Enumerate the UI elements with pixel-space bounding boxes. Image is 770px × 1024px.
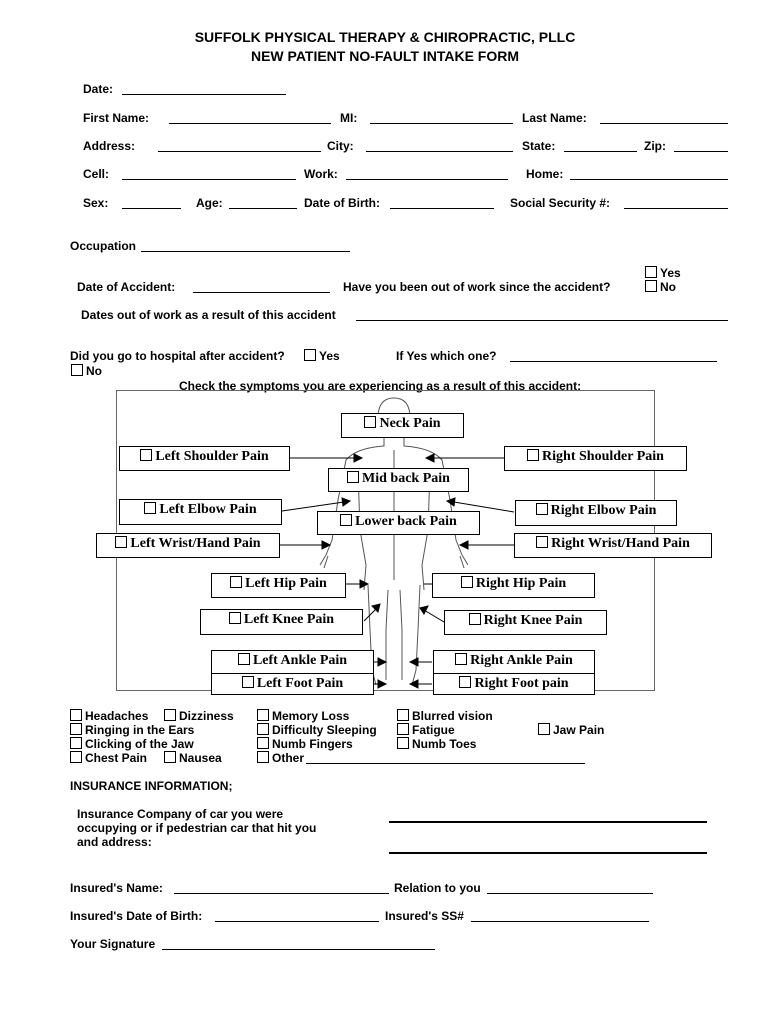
age-field[interactable]	[229, 196, 297, 209]
checkbox-icon[interactable]	[347, 471, 359, 483]
checkbox-icon[interactable]	[257, 709, 269, 721]
home-field[interactable]	[570, 167, 728, 180]
lower-back-option[interactable]	[317, 511, 480, 535]
checkbox-icon[interactable]	[397, 737, 409, 749]
ssn-field[interactable]	[624, 196, 728, 209]
dizziness-option[interactable]	[164, 709, 234, 723]
which-hospital-field[interactable]	[510, 349, 717, 362]
option-label: Headaches	[85, 709, 149, 723]
option-label: Left Shoulder Pain	[155, 449, 269, 464]
right-shoulder-option[interactable]	[504, 446, 687, 471]
dates-out-label: Dates out of work as a result of this accident	[81, 308, 336, 322]
yes-label: Yes	[319, 349, 340, 363]
checkbox-icon[interactable]	[144, 502, 156, 514]
option-label: Left Foot Pain	[256, 676, 344, 691]
option-label: Left Hip Pain	[245, 576, 327, 591]
option-label: Lower back Pain	[355, 514, 457, 529]
home-label: Home:	[526, 167, 564, 181]
right-knee-option[interactable]	[444, 610, 607, 635]
mi-field[interactable]	[370, 111, 513, 124]
checkbox-icon[interactable]	[397, 709, 409, 721]
occupation-field[interactable]	[141, 239, 350, 252]
option-label: Neck Pain	[379, 416, 441, 431]
cell-label: Cell:	[83, 167, 110, 181]
insurance-company-field[interactable]	[389, 821, 707, 823]
hospital-question: Did you go to hospital after accident?	[70, 349, 285, 363]
date-of-accident-field[interactable]	[193, 280, 330, 293]
other-option[interactable]	[257, 751, 304, 765]
checkbox-icon[interactable]	[164, 709, 176, 721]
checkbox-icon[interactable]	[304, 349, 316, 361]
insurance-company-label-2: occupying or if pedestrian car that hit you	[77, 821, 317, 835]
left-elbow-option[interactable]	[119, 499, 282, 525]
memory-loss-option[interactable]	[257, 709, 349, 723]
option-label: Mid back Pain	[362, 471, 450, 486]
no-label: No	[86, 364, 102, 378]
jaw-pain-option[interactable]	[538, 723, 604, 737]
option-label: Ringing in the Ears	[85, 723, 195, 737]
zip-field[interactable]	[674, 139, 728, 152]
checkbox-icon[interactable]	[70, 723, 82, 735]
option-label: Right Elbow Pain	[550, 503, 657, 518]
option-label: Numb Toes	[412, 737, 477, 751]
form-title: SUFFOLK PHYSICAL THERAPY & CHIROPRACTIC, PLLC	[194, 29, 576, 45]
insured-dob-field[interactable]	[215, 909, 379, 922]
option-label: Left Ankle Pain	[252, 653, 348, 668]
checkbox-icon[interactable]	[257, 751, 269, 763]
occupation-label: Occupation	[70, 239, 137, 253]
insurance-heading: INSURANCE INFORMATION;	[70, 779, 233, 793]
age-label: Age:	[196, 196, 223, 210]
checkbox-icon[interactable]	[538, 723, 550, 735]
left-ankle-option[interactable]	[211, 650, 374, 674]
neck-pain-option[interactable]	[341, 413, 464, 438]
option-label: Left Wrist/Hand Pain	[130, 536, 261, 551]
date-of-accident-label: Date of Accident:	[77, 280, 176, 294]
dob-field[interactable]	[390, 196, 494, 209]
checkbox-icon[interactable]	[536, 503, 548, 515]
state-label: State:	[522, 139, 556, 153]
option-label: Jaw Pain	[553, 723, 605, 737]
out-of-work-no[interactable]	[645, 280, 676, 294]
left-knee-option[interactable]	[200, 609, 363, 635]
left-shoulder-option[interactable]	[119, 446, 290, 471]
option-label: Nausea	[179, 751, 222, 765]
option-label: Right Knee Pain	[483, 613, 583, 628]
city-label: City:	[327, 139, 354, 153]
city-field[interactable]	[366, 139, 513, 152]
checkbox-icon[interactable]	[257, 723, 269, 735]
checkbox-icon[interactable]	[70, 737, 82, 749]
out-of-work-yes[interactable]	[645, 266, 681, 280]
checkbox-icon[interactable]	[536, 536, 548, 548]
checkbox-icon[interactable]	[70, 709, 82, 721]
checkbox-icon[interactable]	[257, 737, 269, 749]
date-field[interactable]	[122, 82, 286, 95]
right-ankle-option[interactable]	[433, 650, 595, 674]
option-label: Other	[272, 751, 305, 765]
checkbox-icon[interactable]	[71, 364, 83, 376]
symptoms-heading: Check the symptoms you are experiencing as a result of this accident:	[179, 379, 582, 393]
insured-name-label: Insured's Name:	[70, 881, 163, 895]
address-label: Address:	[83, 139, 136, 153]
cell-field[interactable]	[122, 167, 296, 180]
relation-label: Relation to you	[394, 881, 481, 895]
option-label: Left Elbow Pain	[159, 502, 257, 517]
out-of-work-question: Have you been out of work since the accident?	[343, 280, 611, 294]
option-label: Right Ankle Pain	[470, 653, 573, 668]
no-label: No	[660, 280, 676, 294]
insured-name-field[interactable]	[174, 881, 389, 894]
checkbox-icon[interactable]	[527, 449, 539, 461]
option-label: Clicking of the Jaw	[85, 737, 194, 751]
clicking-jaw-option[interactable]	[70, 737, 194, 751]
last-name-field[interactable]	[600, 111, 728, 124]
checkbox-icon[interactable]	[115, 536, 127, 548]
checkbox-icon[interactable]	[455, 653, 467, 665]
option-label: Dizziness	[179, 709, 234, 723]
option-label: Chest Pain	[85, 751, 148, 765]
yes-label: Yes	[660, 266, 681, 280]
option-label: Numb Fingers	[272, 737, 353, 751]
sex-label: Sex:	[83, 196, 109, 210]
left-wrist-option[interactable]	[96, 533, 280, 558]
insurance-company-label-3: and address:	[77, 835, 152, 849]
nausea-option[interactable]	[164, 751, 222, 765]
zip-label: Zip:	[644, 139, 666, 153]
checkbox-icon[interactable]	[238, 653, 250, 665]
work-field[interactable]	[346, 167, 508, 180]
right-wrist-option[interactable]	[514, 533, 712, 558]
numb-fingers-option[interactable]	[257, 737, 353, 751]
right-foot-option[interactable]	[433, 673, 595, 695]
checkbox-icon[interactable]	[364, 416, 376, 428]
insured-ss-field[interactable]	[471, 909, 649, 922]
option-label: Memory Loss	[272, 709, 350, 723]
headaches-option[interactable]	[70, 709, 148, 723]
insured-dob-label: Insured's Date of Birth:	[70, 909, 203, 923]
relation-field[interactable]	[487, 881, 653, 894]
first-name-label: First Name:	[83, 111, 150, 125]
which-hospital-label: If Yes which one?	[396, 349, 497, 363]
ringing-option[interactable]	[70, 723, 194, 737]
option-label: Right Foot pain	[474, 676, 569, 691]
hospital-no[interactable]	[71, 364, 102, 378]
insured-ss-label: Insured's SS#	[385, 909, 464, 923]
option-label: Left Knee Pain	[243, 612, 335, 627]
checkbox-icon[interactable]	[469, 613, 481, 625]
option-label: Blurred vision	[412, 709, 493, 723]
option-label: Difficulty Sleeping	[272, 723, 377, 737]
option-label: Fatigue	[412, 723, 455, 737]
right-hip-option[interactable]	[432, 573, 595, 598]
address-field[interactable]	[158, 139, 321, 152]
signature-label: Your Signature	[70, 937, 156, 951]
checkbox-icon[interactable]	[461, 576, 473, 588]
chest-pain-option[interactable]	[70, 751, 147, 765]
checkbox-icon[interactable]	[242, 676, 254, 688]
checkbox-icon[interactable]	[645, 280, 657, 292]
hospital-yes[interactable]	[304, 349, 340, 363]
insurance-company-label-1: Insurance Company of car you were	[77, 807, 284, 821]
date-label: Date:	[83, 82, 114, 96]
mi-label: MI:	[340, 111, 358, 125]
signature-field[interactable]	[162, 937, 435, 950]
other-symptom-field[interactable]	[306, 751, 585, 764]
ssn-label: Social Security #:	[510, 196, 611, 210]
difficulty-sleeping-option[interactable]	[257, 723, 377, 737]
work-label: Work:	[304, 167, 338, 181]
state-field[interactable]	[564, 139, 637, 152]
checkbox-icon[interactable]	[397, 723, 409, 735]
right-elbow-option[interactable]	[515, 500, 677, 526]
checkbox-icon[interactable]	[229, 612, 241, 624]
option-label: Right Shoulder Pain	[542, 449, 664, 464]
left-hip-option[interactable]	[211, 573, 346, 598]
fatigue-option[interactable]	[397, 723, 455, 737]
checkbox-icon[interactable]	[459, 676, 471, 688]
checkbox-icon[interactable]	[230, 576, 242, 588]
option-label: Right Wrist/Hand Pain	[551, 536, 690, 551]
left-foot-option[interactable]	[211, 673, 374, 695]
checkbox-icon[interactable]	[140, 449, 152, 461]
checkbox-icon[interactable]	[645, 266, 657, 278]
last-name-label: Last Name:	[522, 111, 587, 125]
numb-toes-option[interactable]	[397, 737, 476, 751]
mid-back-option[interactable]	[328, 468, 469, 492]
first-name-field[interactable]	[169, 111, 331, 124]
insurance-address-field[interactable]	[389, 852, 707, 854]
checkbox-icon[interactable]	[340, 514, 352, 526]
blurred-vision-option[interactable]	[397, 709, 493, 723]
checkbox-icon[interactable]	[70, 751, 82, 763]
checkbox-icon[interactable]	[164, 751, 176, 763]
dob-label: Date of Birth:	[304, 196, 380, 210]
form-subtitle: NEW PATIENT NO-FAULT INTAKE FORM	[250, 48, 520, 64]
option-label: Right Hip Pain	[475, 576, 567, 591]
dates-out-field[interactable]	[356, 308, 728, 321]
sex-field[interactable]	[122, 196, 181, 209]
